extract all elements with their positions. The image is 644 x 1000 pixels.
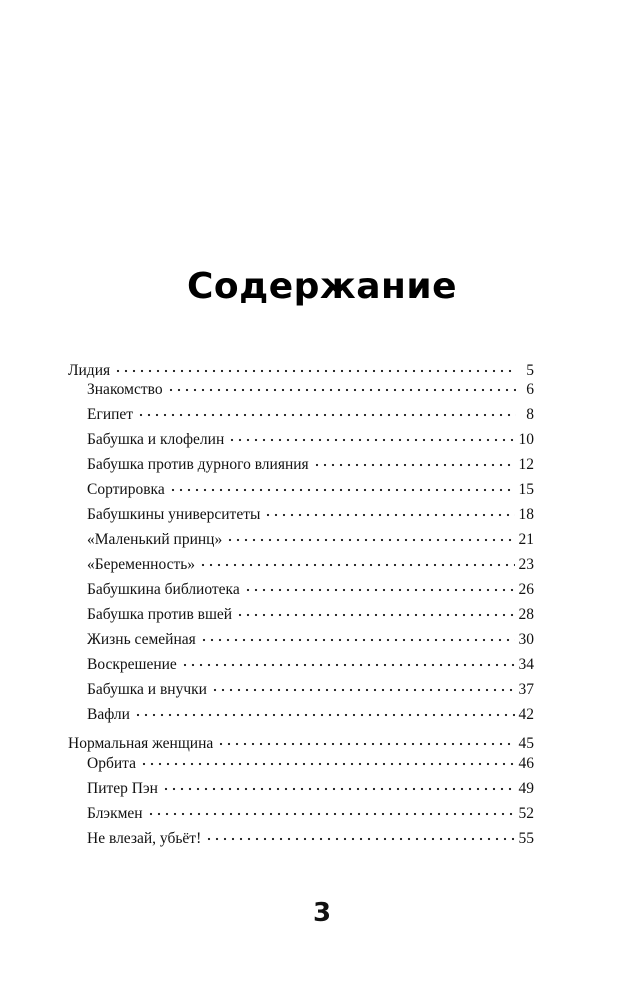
toc-entry-page: 6: [526, 381, 534, 398]
toc-entry-page: 37: [518, 681, 534, 698]
dot-leader: [199, 563, 514, 567]
dot-leader: [313, 463, 515, 467]
toc-entry-page: 34: [518, 656, 534, 673]
dot-leader: [147, 812, 515, 816]
dot-leader: [137, 413, 516, 417]
dot-leader: [140, 762, 515, 766]
dot-leader: [236, 613, 514, 617]
toc-entry-label: Нормальная женщина: [68, 735, 214, 752]
toc-entry: [87, 654, 534, 676]
toc-entry-page: 28: [518, 606, 534, 623]
toc-entry-label: Не влезай, убьёт!: [87, 830, 202, 847]
toc-entry: [87, 429, 534, 451]
toc-entry-label: Бабушка и внучки: [87, 681, 207, 698]
toc-entry-label: «Беременность»: [87, 556, 196, 573]
dot-leader: [217, 742, 514, 746]
toc-entry-page: 49: [518, 780, 534, 797]
dot-leader: [181, 663, 515, 667]
toc-entry: [87, 479, 534, 501]
toc-entry-label: «Маленький принц»: [87, 531, 223, 548]
toc-entry: [87, 778, 534, 800]
toc-entry-page: 10: [518, 431, 534, 448]
dot-leader: [169, 488, 515, 492]
toc-entry-page: 46: [518, 755, 534, 772]
toc-entry: [87, 379, 534, 401]
toc-entry-page: 5: [526, 362, 534, 379]
toc-entry: [87, 529, 534, 551]
dot-leader: [162, 787, 515, 791]
toc-entry: [87, 454, 534, 476]
dot-leader: [264, 513, 514, 517]
toc-entry-page: 42: [518, 706, 534, 723]
toc-entry-label: Сортировка: [87, 481, 165, 498]
toc-entry-label: Бабушкины университеты: [87, 506, 261, 523]
toc-entry-label: Блэкмен: [87, 805, 143, 822]
toc-entry-label: Орбита: [87, 755, 136, 772]
toc-entry-page: 55: [518, 830, 534, 847]
toc-entry: [87, 604, 534, 626]
dot-leader: [226, 538, 514, 542]
toc-entry-page: 21: [518, 531, 534, 548]
toc-entry: [87, 629, 534, 651]
toc-entry-page: 45: [518, 735, 534, 752]
toc-entry-label: Знакомство: [87, 381, 163, 398]
toc-entry-page: 23: [518, 556, 534, 573]
toc-entry: [87, 803, 534, 825]
toc-entry-page: 26: [518, 581, 534, 598]
toc-entry: [87, 679, 534, 701]
dot-leader: [134, 713, 515, 717]
toc-entry: [87, 504, 534, 526]
toc-entry-page: 8: [526, 406, 534, 423]
page-title: Содержание: [186, 266, 458, 307]
dot-leader: [167, 388, 516, 392]
toc-entry-label: Бабушка и клофелин: [87, 431, 225, 448]
toc-entry-page: 12: [518, 456, 534, 473]
toc-entry-label: Египет: [87, 406, 134, 423]
dot-leader: [114, 369, 516, 373]
dot-leader: [211, 688, 515, 692]
page-number: 3: [312, 898, 332, 928]
toc-entry-label: Питер Пэн: [87, 780, 158, 797]
toc-entry-page: 15: [518, 481, 534, 498]
toc-entry: [87, 404, 534, 426]
toc-entry-part: [68, 733, 534, 755]
toc-entry-label: Бабушка против вшей: [87, 606, 233, 623]
toc-entry-label: Вафли: [87, 706, 130, 723]
toc-entry: [87, 828, 534, 850]
toc-entry-page: 52: [518, 805, 534, 822]
toc-entry: [87, 554, 534, 576]
dot-leader: [200, 638, 515, 642]
toc-entry-label: Лидия: [68, 362, 111, 379]
toc-entry-page: 18: [518, 506, 534, 523]
toc-entry: [87, 579, 534, 601]
dot-leader: [228, 438, 514, 442]
toc-entry-page: 30: [518, 631, 534, 648]
toc-entry-label: Бабушкина библиотека: [87, 581, 240, 598]
dot-leader: [244, 588, 515, 592]
toc-entry-label: Жизнь семейная: [87, 631, 196, 648]
toc-entry-label: Бабушка против дурного влияния: [87, 456, 309, 473]
dot-leader: [205, 837, 514, 841]
toc-entry: [87, 753, 534, 775]
toc-entry: [87, 704, 534, 726]
toc-entry-label: Воскрешение: [87, 656, 177, 673]
